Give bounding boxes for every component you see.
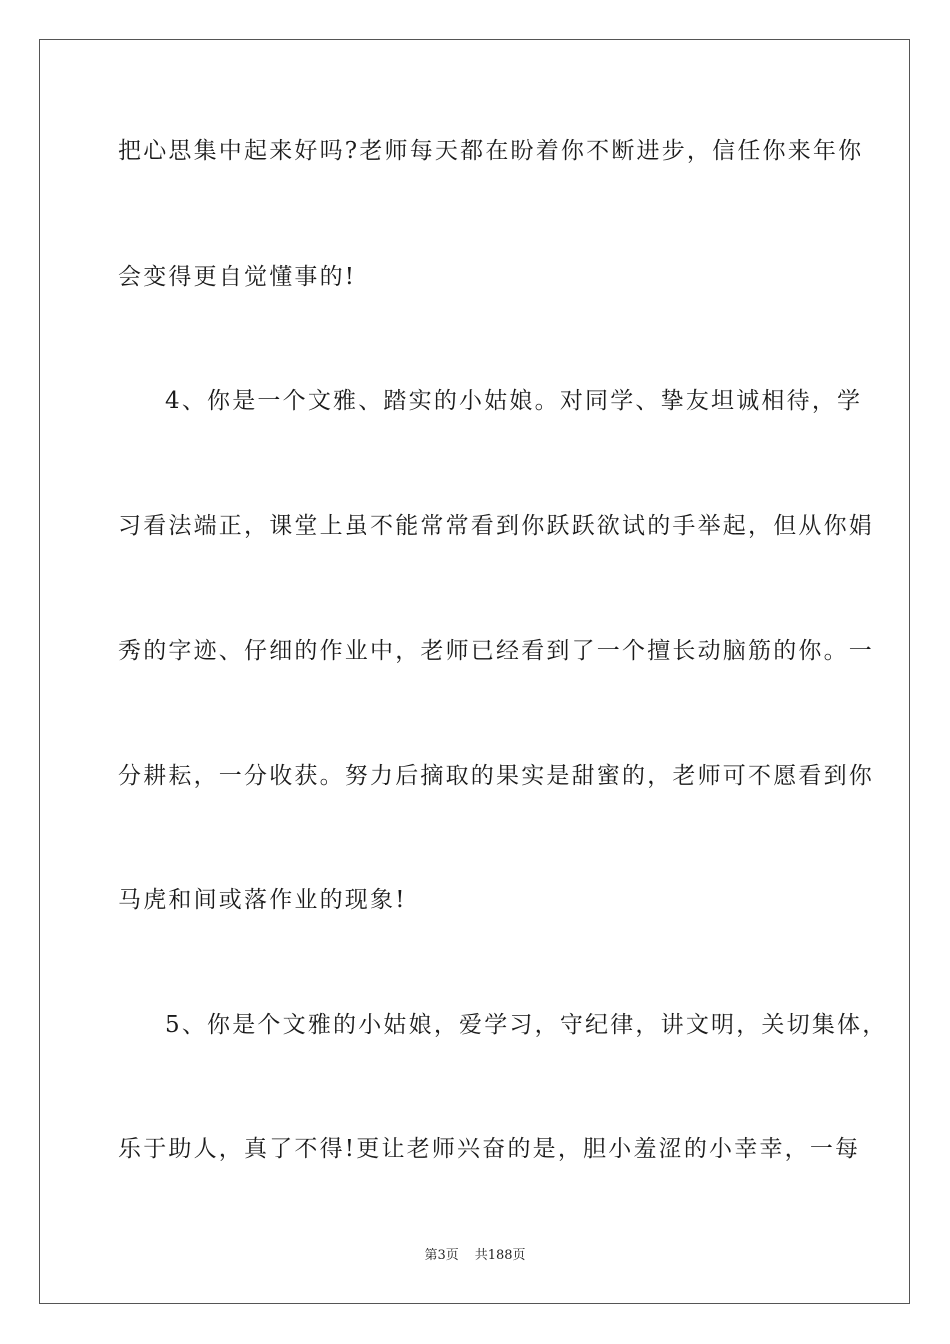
text-line: 把心思集中起来好吗?老师每天都在盼着你不断进步，信任你来年你: [118, 138, 864, 164]
text-line: 马虎和间或落作业的现象!: [118, 887, 407, 913]
page-number: 第3页: [424, 1248, 459, 1263]
text-line: 分耕耘，一分收获。努力后摘取的果实是甜蜜的，老师可不愿看到你: [118, 763, 874, 789]
text-line: 会变得更自觉懂事的!: [118, 264, 357, 290]
paragraph-start-line: 5、你是个文雅的小姑娘，爱学习，守纪律，讲文明，关切集体，: [165, 1012, 888, 1038]
total-pages: 共188页: [474, 1248, 526, 1263]
text-line: 习看法端正，课堂上虽不能常常看到你跃跃欲试的手举起，但从你娟: [118, 513, 874, 539]
text-line: 秀的字迹、仔细的作业中，老师已经看到了一个擅长动脑筋的你。一: [118, 638, 874, 664]
page-border: [39, 39, 910, 1304]
paragraph-start-line: 4、你是一个文雅、踏实的小姑娘。对同学、挚友坦诚相待，学: [165, 388, 863, 414]
page-footer: [0, 1246, 950, 1266]
text-line: 乐于助人，真了不得!更让老师兴奋的是，胆小羞涩的小幸幸，一每: [118, 1136, 861, 1162]
